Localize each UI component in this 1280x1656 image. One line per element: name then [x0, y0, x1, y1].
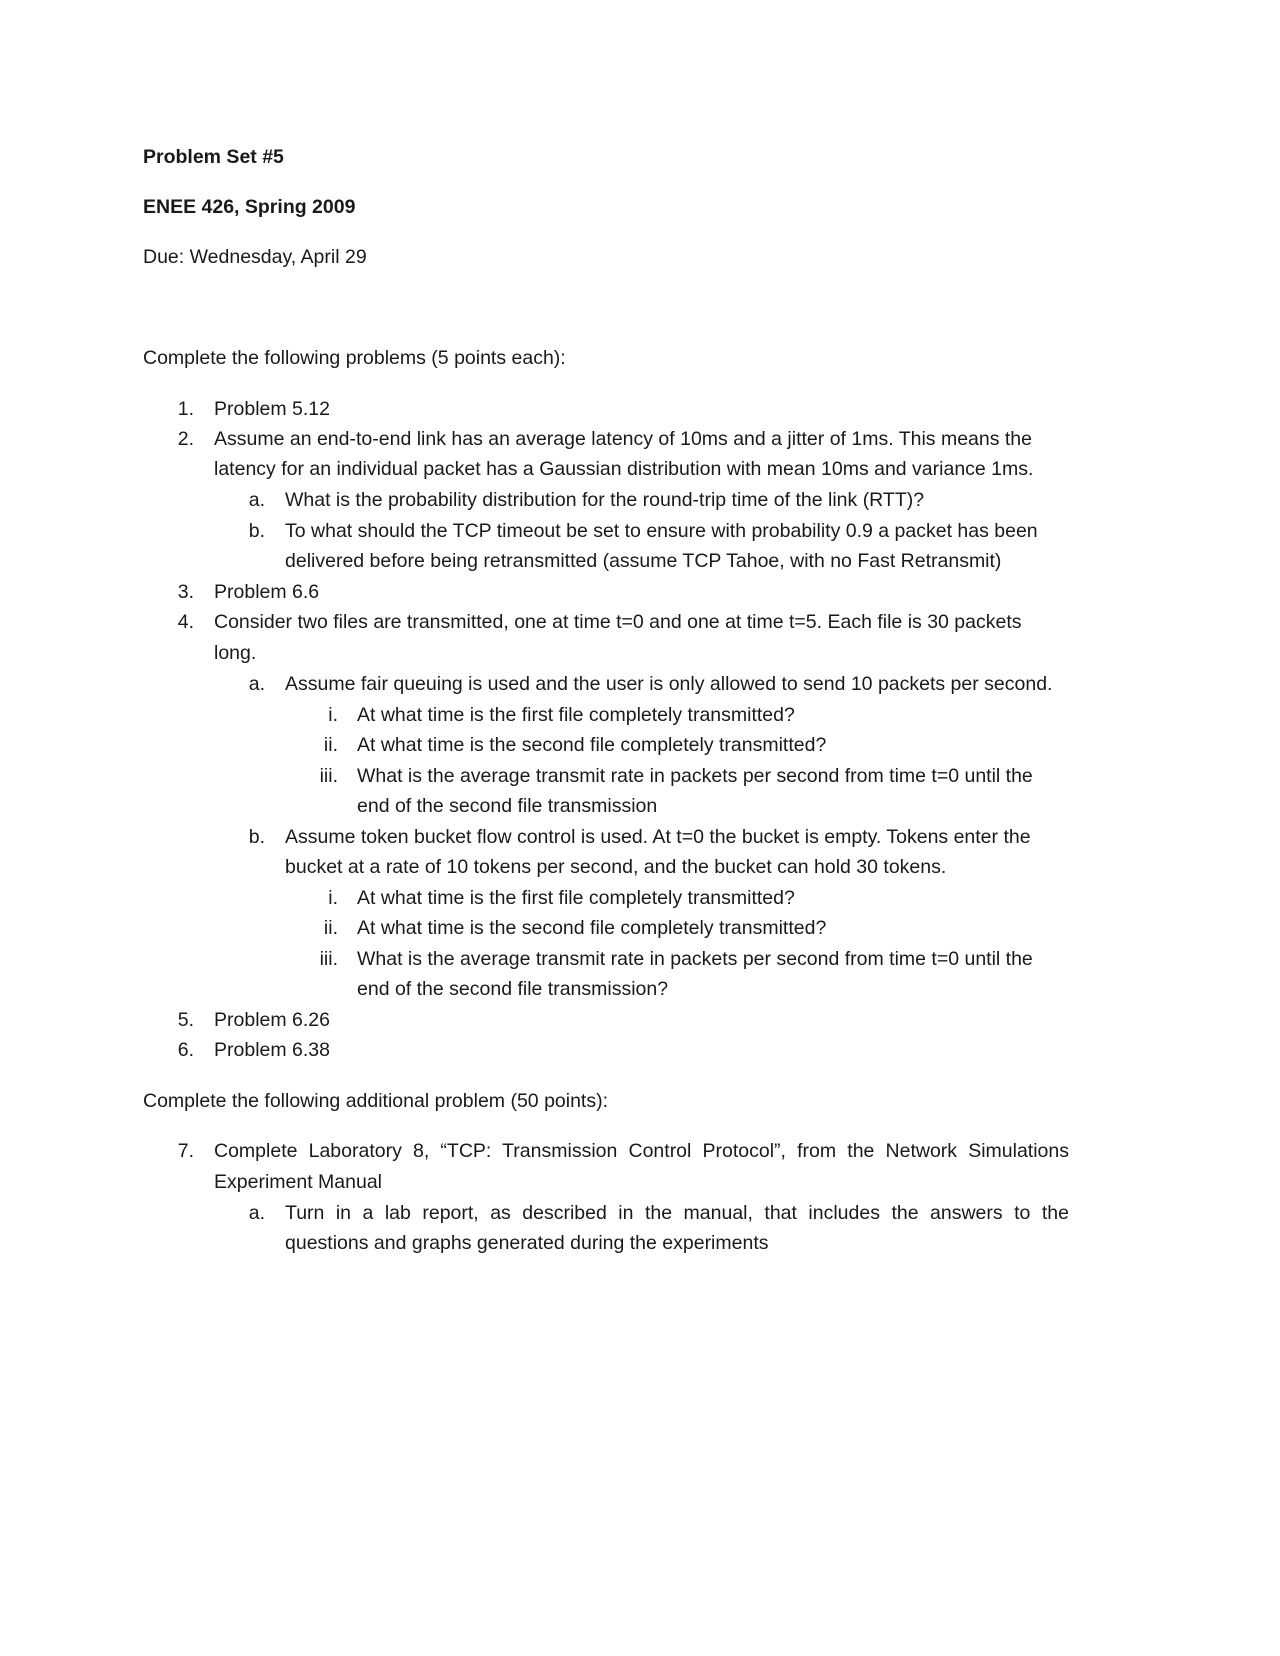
item-2a-marker: a. [248, 489, 265, 511]
item-2b-line1: To what should the TCP timeout be set to ensure with probability 0.9 a packet has been [285, 520, 1038, 542]
item-1-text: Problem 5.12 [214, 398, 330, 420]
item-4b-line2: bucket at a rate of 10 tokens per second, and the bucket can hold 30 tokens. [285, 856, 947, 878]
item-2a-text: What is the probability distribution for the round-trip time of the link (RTT)? [285, 489, 925, 511]
item-4a-ii-marker: ii. [323, 734, 338, 756]
item-3-number: 3. [177, 581, 194, 603]
item-2-line2: latency for an individual packet has a Gaussian distribution with mean 10ms and variance 1ms. [214, 458, 1034, 480]
document-title: Problem Set #5 [143, 146, 284, 168]
item-7-line1: Complete Laboratory 8, “TCP: Transmission Control Protocol”, from the Network Simulations [214, 1140, 1069, 1162]
item-5-text: Problem 6.26 [214, 1009, 330, 1031]
item-4a-i-text: At what time is the first file completely transmitted? [357, 704, 795, 726]
item-2b-line2: delivered before being retransmitted (assume TCP Tahoe, with no Fast Retransmit) [285, 550, 1002, 572]
section2-intro: Complete the following additional problem (50 points): [143, 1090, 609, 1112]
item-4-line2: long. [214, 642, 257, 664]
item-6-number: 6. [177, 1039, 194, 1061]
item-4-number: 4. [177, 611, 194, 633]
item-4b-ii-marker: ii. [323, 917, 338, 939]
item-2-number: 2. [177, 428, 194, 450]
item-4a-ii-text: At what time is the second file completely transmitted? [357, 734, 827, 756]
item-4a-marker: a. [248, 673, 265, 695]
course-line: ENEE 426, Spring 2009 [143, 196, 356, 218]
item-4b-i-marker: i. [328, 887, 338, 909]
item-7a-line1: Turn in a lab report, as described in the manual, that includes the answers to the [285, 1202, 1069, 1224]
item-7a-line2: questions and graphs generated during the experiments [285, 1232, 769, 1254]
item-3-text: Problem 6.6 [214, 581, 320, 603]
item-7-line2: Experiment Manual [214, 1171, 382, 1193]
item-4a-iii-line1: What is the average transmit rate in packets per second from time t=0 until the [357, 765, 1033, 787]
item-4a-i-marker: i. [328, 704, 338, 726]
item-4b-iii-line2: end of the second file transmission? [357, 978, 669, 1000]
item-4b-ii-text: At what time is the second file completely transmitted? [357, 917, 827, 939]
item-4b-iii-line1: What is the average transmit rate in packets per second from time t=0 until the [357, 948, 1033, 970]
item-4b-iii-marker: iii. [319, 948, 338, 970]
item-7-number: 7. [177, 1140, 194, 1162]
item-4a-iii-marker: iii. [319, 765, 338, 787]
item-4-line1: Consider two files are transmitted, one at time t=0 and one at time t=5. Each file is 30 packets [214, 611, 1022, 633]
item-2-line1: Assume an end-to-end link has an average latency of 10ms and a jitter of 1ms. This means the [214, 428, 1033, 450]
item-2b-marker: b. [248, 520, 265, 542]
item-6-text: Problem 6.38 [214, 1039, 330, 1061]
item-4a-text: Assume fair queuing is used and the user is only allowed to send 10 packets per second. [285, 673, 1053, 695]
section1-intro: Complete the following problems (5 points each): [143, 347, 566, 369]
item-4b-marker: b. [248, 826, 265, 848]
item-4b-i-text: At what time is the first file completely transmitted? [357, 887, 795, 909]
item-4a-iii-line2: end of the second file transmission [357, 795, 658, 817]
item-5-number: 5. [177, 1009, 194, 1031]
item-4b-line1: Assume token bucket flow control is used. At t=0 the bucket is empty. Tokens enter the [285, 826, 1031, 848]
item-7a-marker: a. [248, 1202, 265, 1224]
item-1-number: 1. [177, 398, 194, 420]
due-date: Due: Wednesday, April 29 [143, 246, 367, 268]
